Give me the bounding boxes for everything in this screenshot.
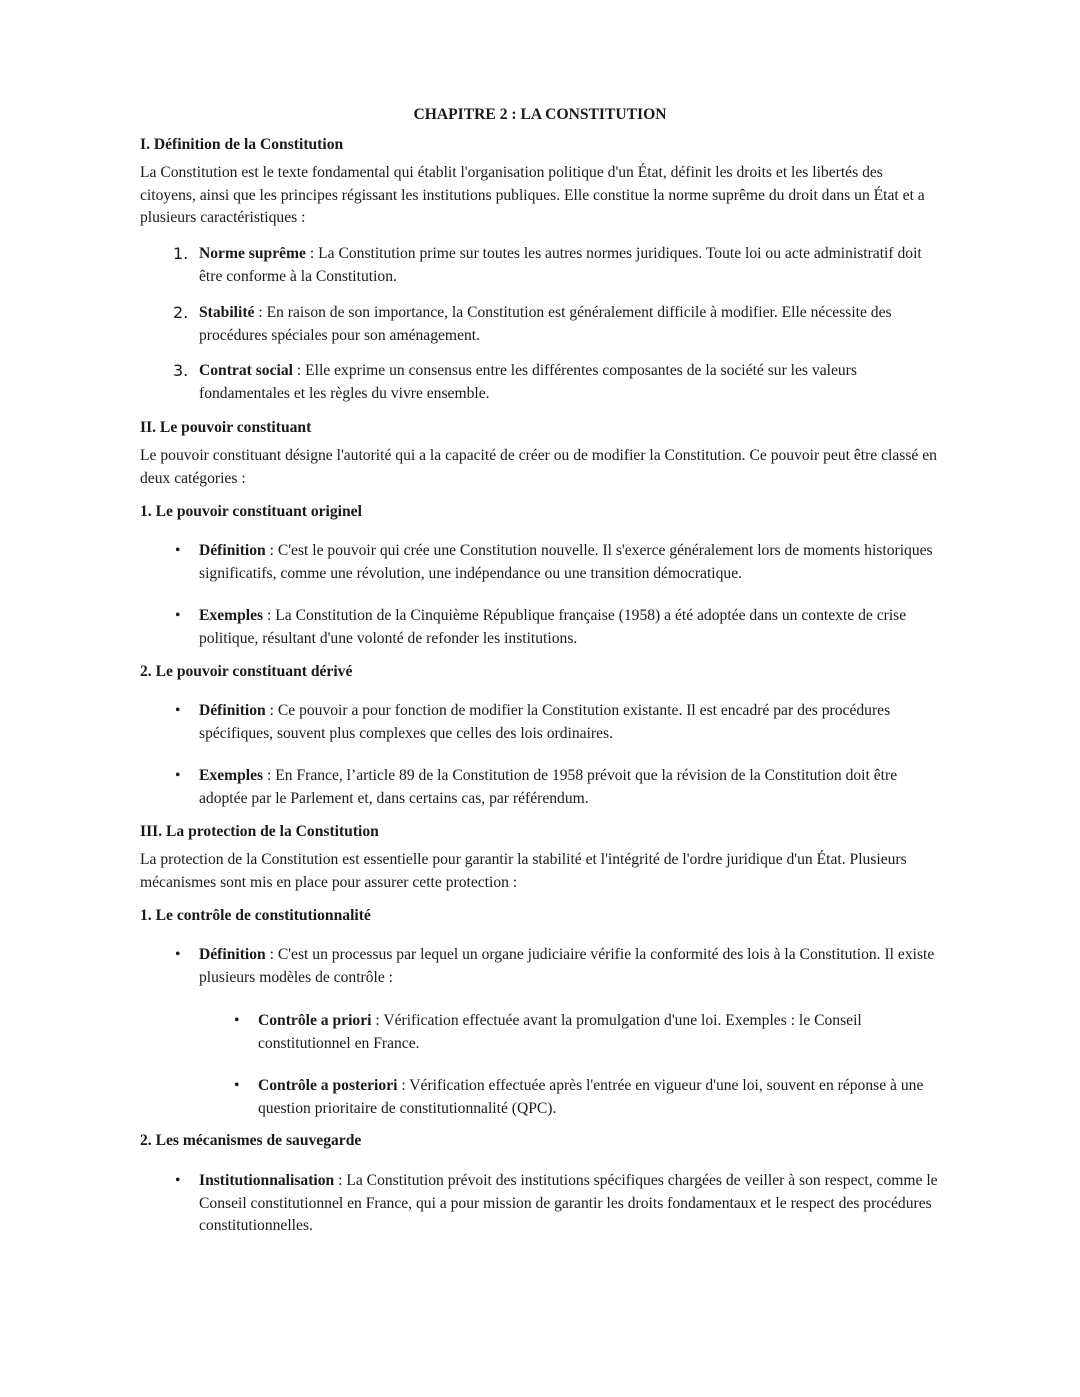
item-text: : La Constitution prévoit des institutions spécifiques chargées de veiller à son respect, comme le Conseil constitutionnel en France, qui a pour mission de garantir les droits fondamentaux et le respect des procédures constitutionnelles. [199,1172,938,1234]
list-item [173,360,944,405]
term: Exemples [199,607,264,624]
bullet-item [175,765,944,810]
bullet-icon: • [175,542,181,559]
bullet-icon: • [175,1172,181,1189]
item-text: : En France, l’article 89 de la Constitution de 1958 prévoit que la révision de la Constitution doit être adoptée par le Parlement et, dans certains cas, par référendum. [199,767,898,807]
term: Définition [199,542,266,559]
bullet-icon: • [234,1077,240,1094]
term: Norme suprême [199,245,306,262]
sub-bullet-item [234,1010,943,1055]
term: Contrôle a priori [258,1012,372,1029]
subsection-heading: 1. Le contrôle de constitutionnalité [140,907,371,924]
bullet-icon: • [175,702,181,719]
subsection-heading: 1. Le pouvoir constituant originel [140,503,362,520]
bullet-icon: • [175,767,181,784]
paragraph: La protection de la Constitution est essentielle pour garantir la stabilité et l'intégrité de l'ordre juridique d'un État. Plusieurs mécanismes sont mis en place pour assurer cette protection : [140,851,907,891]
subsection-heading: 2. Le pouvoir constituant dérivé [140,663,353,680]
item-text: : Vérification effectuée après l'entrée en vigueur d'une loi, souvent en réponse à une question prioritaire de constitutionnalité (QPC). [258,1077,924,1117]
item-text: : C'est le pouvoir qui crée une Constitution nouvelle. Il s'exerce généralement lors de moments historiques significatifs, comme une révolution, une indépendance ou une transition démocratique. [199,542,933,582]
term: Institutionnalisation [199,1172,335,1189]
item-text: : Vérification effectuée avant la promulgation d'une loi. Exemples : le Conseil constitutionnel en France. [258,1012,862,1052]
term: Contrat social [199,362,293,379]
item-text: : C'est un processus par lequel un organe judiciaire vérifie la conformité des lois à la Constitution. Il existe plusieurs modèles de contrôle : [199,946,935,986]
list-number: 2. [173,303,189,322]
item-text: : En raison de son importance, la Constitution est généralement difficile à modifier. Elle nécessite des procédures spéciales pour son aménagement. [199,304,892,344]
bullet-item [175,944,944,989]
paragraph: Le pouvoir constituant désigne l'autorité qui a la capacité de créer ou de modifier la Constitution. Ce pouvoir peut être classé en deux catégories : [140,447,937,487]
list-number: 1. [173,244,189,263]
bullet-item [175,700,944,745]
list-number: 3. [173,361,189,380]
term: Définition [199,702,266,719]
item-text: : La Constitution de la Cinquième République française (1958) a été adoptée dans un contexte de crise politique, résultant d'une volonté de refonder les institutions. [199,607,907,647]
section-heading: I. Définition de la Constitution [140,136,344,153]
bullet-item [175,605,944,650]
term: Contrôle a posteriori [258,1077,398,1094]
section-heading: II. Le pouvoir constituant [140,419,312,436]
sub-bullet-item [234,1075,943,1120]
subsection-heading: 2. Les mécanismes de sauvegarde [140,1132,362,1149]
section-heading: III. La protection de la Constitution [140,823,379,840]
term: Exemples [199,767,264,784]
bullet-item [175,1170,944,1238]
term: Définition [199,946,266,963]
chapter-title: CHAPITRE 2 : LA CONSTITUTION [413,106,667,123]
term: Stabilité [199,304,255,321]
bullet-icon: • [175,607,181,624]
paragraph: La Constitution est le texte fondamental qui établit l'organisation politique d'un État, définit les droits et les libertés des citoyens, ainsi que les principes régissant les institutions publiques. Elle constitue la norme suprême du droit dans un État et a plusieurs caractéristiques : [140,164,925,226]
item-text: : Elle exprime un consensus entre les différentes composantes de la société sur les valeurs fondamentales et les règles du vivre ensemble. [199,362,857,402]
list-item [173,243,944,288]
bullet-item [175,540,944,585]
item-text: : Ce pouvoir a pour fonction de modifier la Constitution existante. Il est encadré par des procédures spécifiques, souvent plus complexes que celles des lois ordinaires. [199,702,891,742]
list-item [173,302,944,347]
item-text: : La Constitution prime sur toutes les autres normes juridiques. Toute loi ou acte administratif doit être conforme à la Constitution. [199,245,922,285]
bullet-icon: • [234,1012,240,1029]
bullet-icon: • [175,946,181,963]
